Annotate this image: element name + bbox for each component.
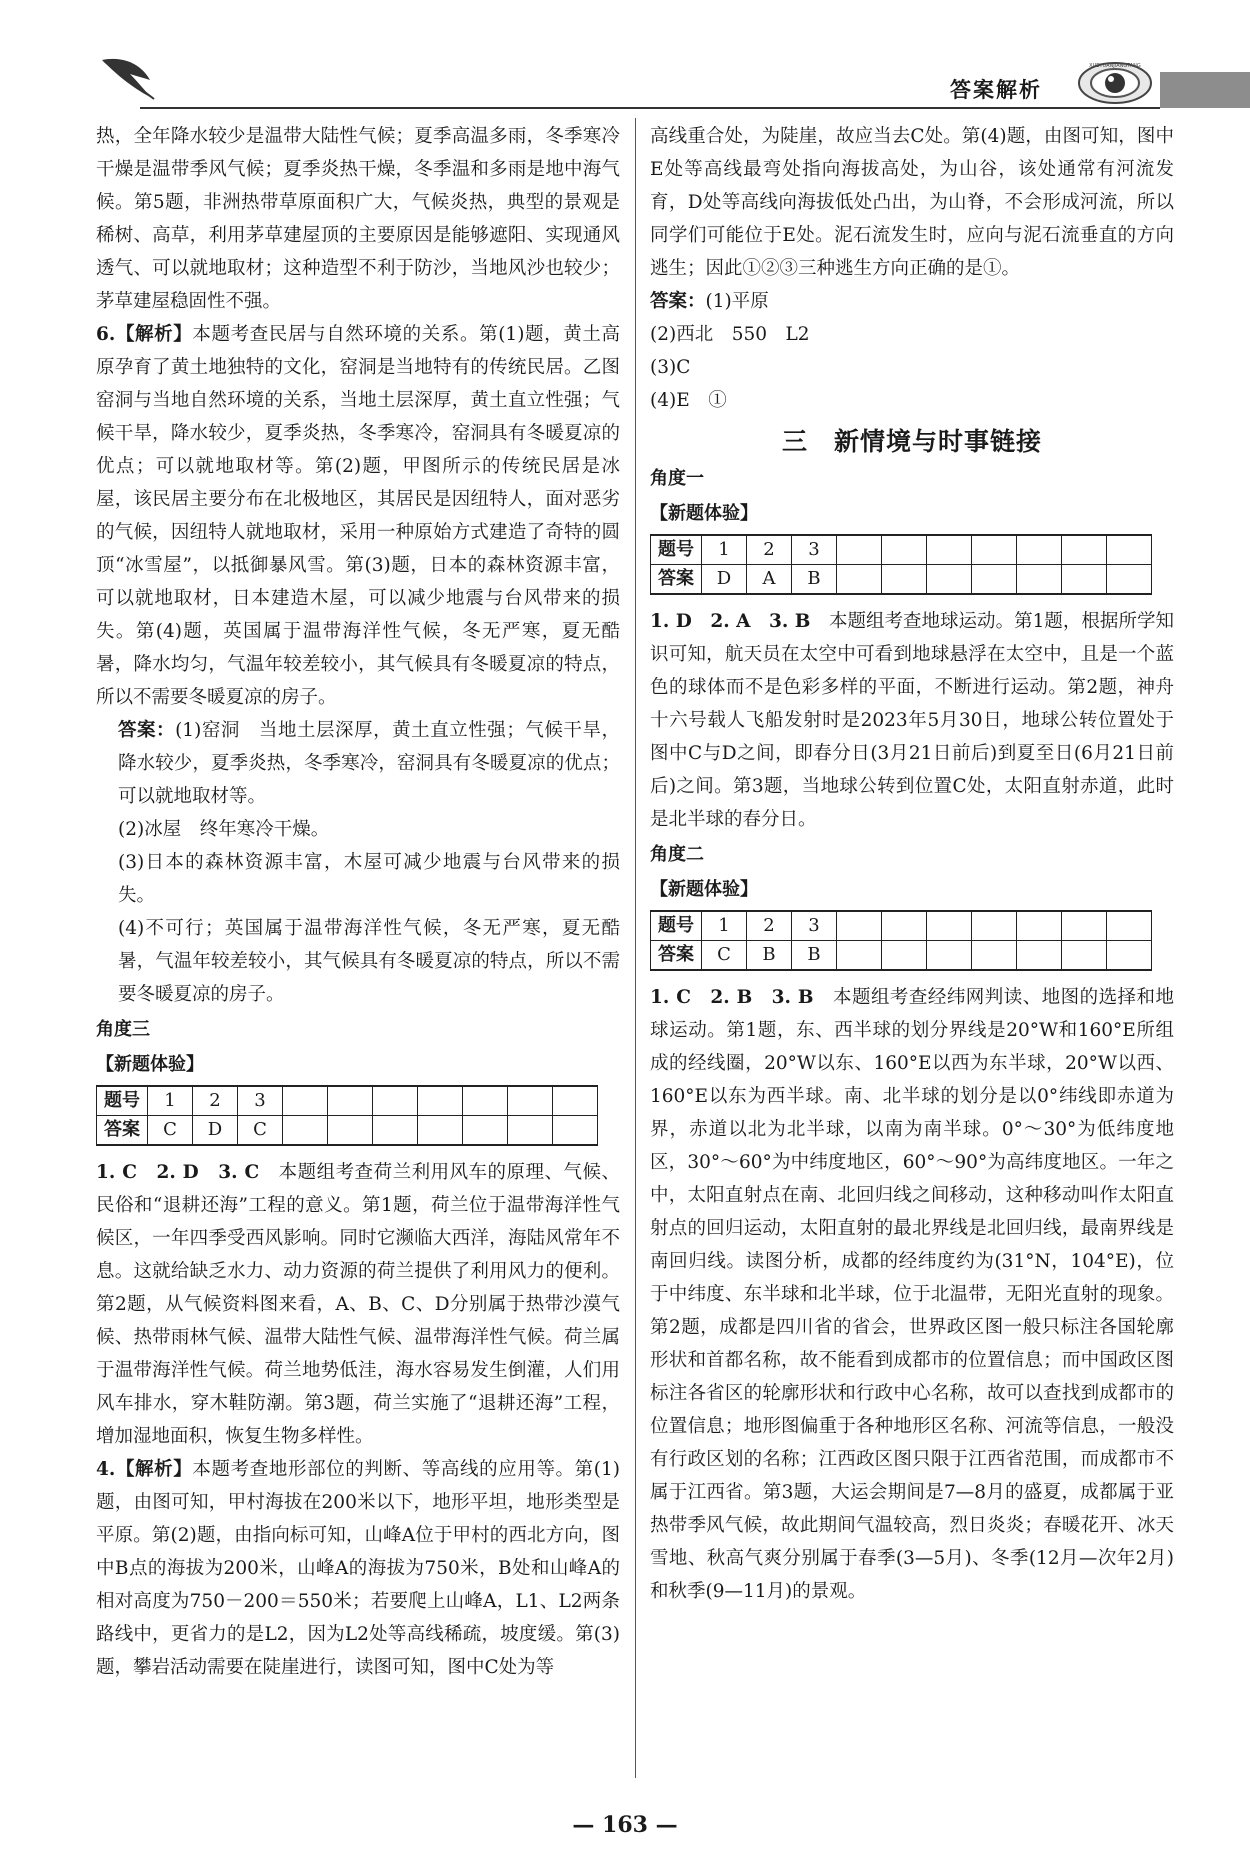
q6-answer-1: 答案：(1)窑洞 当地土层深厚，黄土直立性强；气候干旱，降水较少，夏季炎热，冬季寒冷，窑洞具有冬暖夏凉的优点；可以就地取材等。: [118, 720, 620, 807]
header-title: 答案解析: [950, 78, 1042, 102]
right-answer-4: (4)E ①: [650, 390, 727, 411]
table-cell: 2: [747, 535, 792, 565]
table-cell: 3: [792, 535, 837, 565]
table-cell: [283, 1116, 328, 1146]
table-cell: [1107, 941, 1152, 971]
table-cell: B: [747, 941, 792, 971]
table-cell: [1107, 535, 1152, 565]
table-cell: 3: [792, 911, 837, 941]
header-gray-bar: [1160, 72, 1250, 108]
table-cell: [463, 1116, 508, 1146]
angle3-answer-table: [96, 1085, 598, 1146]
table-cell: [418, 1116, 463, 1146]
table-cell: B: [792, 565, 837, 595]
table-answer-label: 答案: [651, 565, 702, 595]
table-cell: [283, 1086, 328, 1116]
left-top-paragraph: 热，全年降水较少是温带大陆性气候；夏季高温多雨，冬季寒冷干燥是温带季风气候；夏季炎热干燥，冬季温和多雨是地中海气候。第5题，非洲热带草原面积广大，气候炎热，典型的景观是稀树、高草，利用茅草建屋顶的主要原因是能够遮阳、实现通风透气、可以就地取材；这种造型不利于防沙，当地风沙也较少；茅草建屋稳固性不强。: [96, 126, 620, 312]
section-title: 三 新情境与时事链接: [781, 427, 1042, 456]
table-cell: 1: [702, 535, 747, 565]
table-cell: 1: [702, 911, 747, 941]
left-column: [96, 120, 620, 1684]
right-answer-2: (2)西北 550 L2: [650, 324, 810, 345]
table-cell: [508, 1116, 553, 1146]
column-divider: [635, 118, 636, 1778]
table-cell: [1107, 911, 1152, 941]
angle3-heading: 角度三: [96, 1019, 150, 1040]
q6-answer-3: (3)日本的森林资源丰富，木屋可减少地震与台风带来的损失。: [118, 852, 620, 906]
eye-logo-icon: [1075, 58, 1155, 108]
table-cell: D: [193, 1116, 238, 1146]
table-cell: [1017, 911, 1062, 941]
angle1-explanation: 1. D 2. A 3. B 本题组考查地球运动。第1题，根据所学知识可知，航天员在太空中可看到地球悬浮在太空中，且是一个蓝色的球体而不是色彩多样的平面，不断进行运动。第2题，神舟十六号载人飞船发射时是2023年5月30日，地球公转位置处于图中C与D之间，即春分日(3月21日前后)到夏至日(6月21日前后)之间。第3题，当地球公转到位置C处，太阳直射赤道，此时是北半球的春分日。: [650, 611, 1174, 830]
table-cell: A: [747, 565, 792, 595]
feather-icon: [100, 52, 160, 102]
angle1-subheading: 【新题体验】: [650, 503, 758, 524]
table-cell: [882, 911, 927, 941]
right-column: [650, 120, 1174, 1608]
table-answer-label: 答案: [651, 941, 702, 971]
table-cell: [328, 1086, 373, 1116]
table-cell: [972, 941, 1017, 971]
angle3-subheading: 【新题体验】: [96, 1054, 204, 1075]
table-cell: [1017, 941, 1062, 971]
table-cell: [1017, 535, 1062, 565]
table-cell: C: [238, 1116, 283, 1146]
q6-answer-4: (4)不可行；英国属于温带海洋性气候，冬无严寒，夏无酷暑，气温年较差较小，其气候具有冬暖夏凉的特点，所以不需要冬暖夏凉的房子。: [118, 918, 620, 1005]
table-cell: [882, 941, 927, 971]
table-cell: [882, 535, 927, 565]
table-cell: [1062, 911, 1107, 941]
table-cell: 3: [238, 1086, 283, 1116]
table-cell: [1062, 565, 1107, 595]
table-header-label: 题号: [651, 911, 702, 941]
angle3-explanation: 1. C 2. D 3. C 本题组考查荷兰利用风车的原理、气候、民俗和“退耕还海”工程的意义。第1题，荷兰位于温带海洋性气候区，一年四季受西风影响。同时它濒临大西洋，海陆风常年不息。这就给缺乏水力、动力资源的荷兰提供了利用风力的便利。第2题，从气候资料图来看，A、B、C、D分别属于热带沙漠气候、热带雨林气候、温带大陆性气候、温带海洋性气候。荷兰属于温带海洋性气候。荷兰地势低洼，海水容易发生倒灌，人们用风车排水，穿木鞋防潮。第3题，荷兰实施了“退耕还海”工程，增加湿地面积，恢复生物多样性。: [96, 1162, 620, 1447]
q4-analysis: 4.【解析】本题考查地形部位的判断、等高线的应用等。第(1)题，由图可知，甲村海拔在200米以下，地形平坦，地形类型是平原。第(2)题，由指向标可知，山峰A位于甲村的西北方向，图中B点的海拔为200米，山峰A的海拔为750米，B处和山峰A的相对高度为750－200＝550米；若要爬上山峰A，L1、L2两条路线中，更省力的是L2，因为L2处等高线稀疏，坡度缓。第(3)题，攀岩活动需要在陡崖进行，读图可知，图中C处为等: [96, 1459, 620, 1678]
table-cell: [418, 1086, 463, 1116]
table-cell: [553, 1086, 598, 1116]
table-cell: C: [148, 1116, 193, 1146]
table-cell: [927, 911, 972, 941]
angle2-subheading: 【新题体验】: [650, 879, 758, 900]
right-answer-3: (3)C: [650, 357, 691, 378]
right-top-paragraph: 高线重合处，为陡崖，故应当去C处。第(4)题，由图可知，图中E处等高线最弯处指向海拔高处，为山谷，该处通常有河流发育，D处等高线向海拔低处凸出，为山脊，不会形成河流，所以同学们可能位于E处。泥石流发生时，应向与泥石流垂直的方向逃生；因此①②③三种逃生方向正确的是①。: [650, 126, 1174, 279]
table-cell: [1062, 535, 1107, 565]
table-cell: [837, 941, 882, 971]
q6-analysis: 6.【解析】本题考查民居与自然环境的关系。第(1)题，黄土高原孕育了黄土地独特的文化，窑洞是当地特有的传统民居。乙图窑洞与当地自然环境的关系，当地土层深厚，黄土直立性强；气候干旱，降水较少，夏季炎热，冬季寒冷，窑洞具有冬暖夏凉的优点；可以就地取材等。第(2)题，甲图所示的传统民居是冰屋，该民居主要分布在北极地区，其居民是因纽特人，面对恶劣的气候，因纽特人就地取材，采用一种原始方式建造了奇特的圆顶“冰雪屋”，以抵御暴风雪。第(3)题，日本的森林资源丰富，可以就地取材，日本建造木屋，可以减少地震与台风带来的损失。第(4)题，英国属于温带海洋性气候，冬无严寒，夏无酷暑，降水均匀，气温年较差较小，其气候具有冬暖夏凉的特点，所以不需要冬暖夏凉的房子。: [96, 324, 620, 708]
table-cell: [1107, 565, 1152, 595]
logo-text: XUEYUANJIANGTANG: [1089, 63, 1141, 69]
page-number: — 163 —: [572, 1812, 678, 1838]
table-cell: D: [702, 565, 747, 595]
table-cell: [837, 911, 882, 941]
table-cell: [373, 1116, 418, 1146]
table-cell: [972, 535, 1017, 565]
right-answer-1: 答案：(1)平原: [650, 291, 769, 312]
table-cell: [927, 941, 972, 971]
table-cell: [882, 565, 927, 595]
table-header-label: 题号: [651, 535, 702, 565]
table-cell: [972, 565, 1017, 595]
table-cell: [927, 535, 972, 565]
page-header: [0, 0, 1250, 115]
angle2-heading: 角度二: [650, 844, 704, 865]
header-rule: [140, 107, 1160, 109]
angle2-explanation: 1. C 2. B 3. B 本题组考查经纬网判读、地图的选择和地球运动。第1题，东、西半球的划分界线是20°W和160°E所组成的经线圈，20°W以东、160°E以西为东半球，20°W以西、160°E以东为西半球。南、北半球的划分是以0°纬线即赤道为界，赤道以北为北半球，以南为南半球。0°～30°为低纬度地区，30°～60°为中纬度地区，60°～90°为高纬度地区。一年之中，太阳直射点在南、北回归线之间移动，这种移动叫作太阳直射点的回归运动，太阳直射的最北界线是北回归线，最南界线是南回归线。读图分析，成都的经纬度约为(31°N，104°E)，位于中纬度、东半球和北半球，位于北温带，无阳光直射的现象。第2题，成都是四川省的省会，世界政区图一般只标注各国轮廓形状和首都名称，故不能看到成都市的位置信息；而中国政区图标注各省区的轮廓形状和行政中心名称，故可以查找到成都市的位置信息；地形图偏重于各种地形区名称、河流等信息，一般没有行政区划的名称；江西政区图只限于江西省范围，而成都市不属于江西省。第3题，大运会期间是7—8月的盛夏，成都属于亚热带季风气候，故此期间气温较高，烈日炎炎；春暖花开、冰天雪地、秋高气爽分别属于春季(3—5月)、冬季(12月—次年2月)和秋季(9—11月)的景观。: [650, 987, 1174, 1602]
table-cell: [837, 535, 882, 565]
angle1-answer-table: [650, 534, 1152, 595]
q6-answer-2: (2)冰屋 终年寒冷干燥。: [118, 819, 330, 840]
table-cell: [463, 1086, 508, 1116]
table-cell: 2: [747, 911, 792, 941]
table-cell: 2: [193, 1086, 238, 1116]
table-cell: [553, 1116, 598, 1146]
table-cell: 1: [148, 1086, 193, 1116]
table-cell: C: [702, 941, 747, 971]
table-cell: [837, 565, 882, 595]
table-answer-label: 答案: [97, 1116, 148, 1146]
table-cell: [972, 911, 1017, 941]
table-header-label: 题号: [97, 1086, 148, 1116]
table-cell: [373, 1086, 418, 1116]
table-cell: [1062, 941, 1107, 971]
angle2-answer-table: [650, 910, 1152, 971]
table-cell: [1017, 565, 1062, 595]
table-cell: B: [792, 941, 837, 971]
table-cell: [927, 565, 972, 595]
angle1-heading: 角度一: [650, 468, 704, 489]
table-cell: [328, 1116, 373, 1146]
table-cell: [508, 1086, 553, 1116]
